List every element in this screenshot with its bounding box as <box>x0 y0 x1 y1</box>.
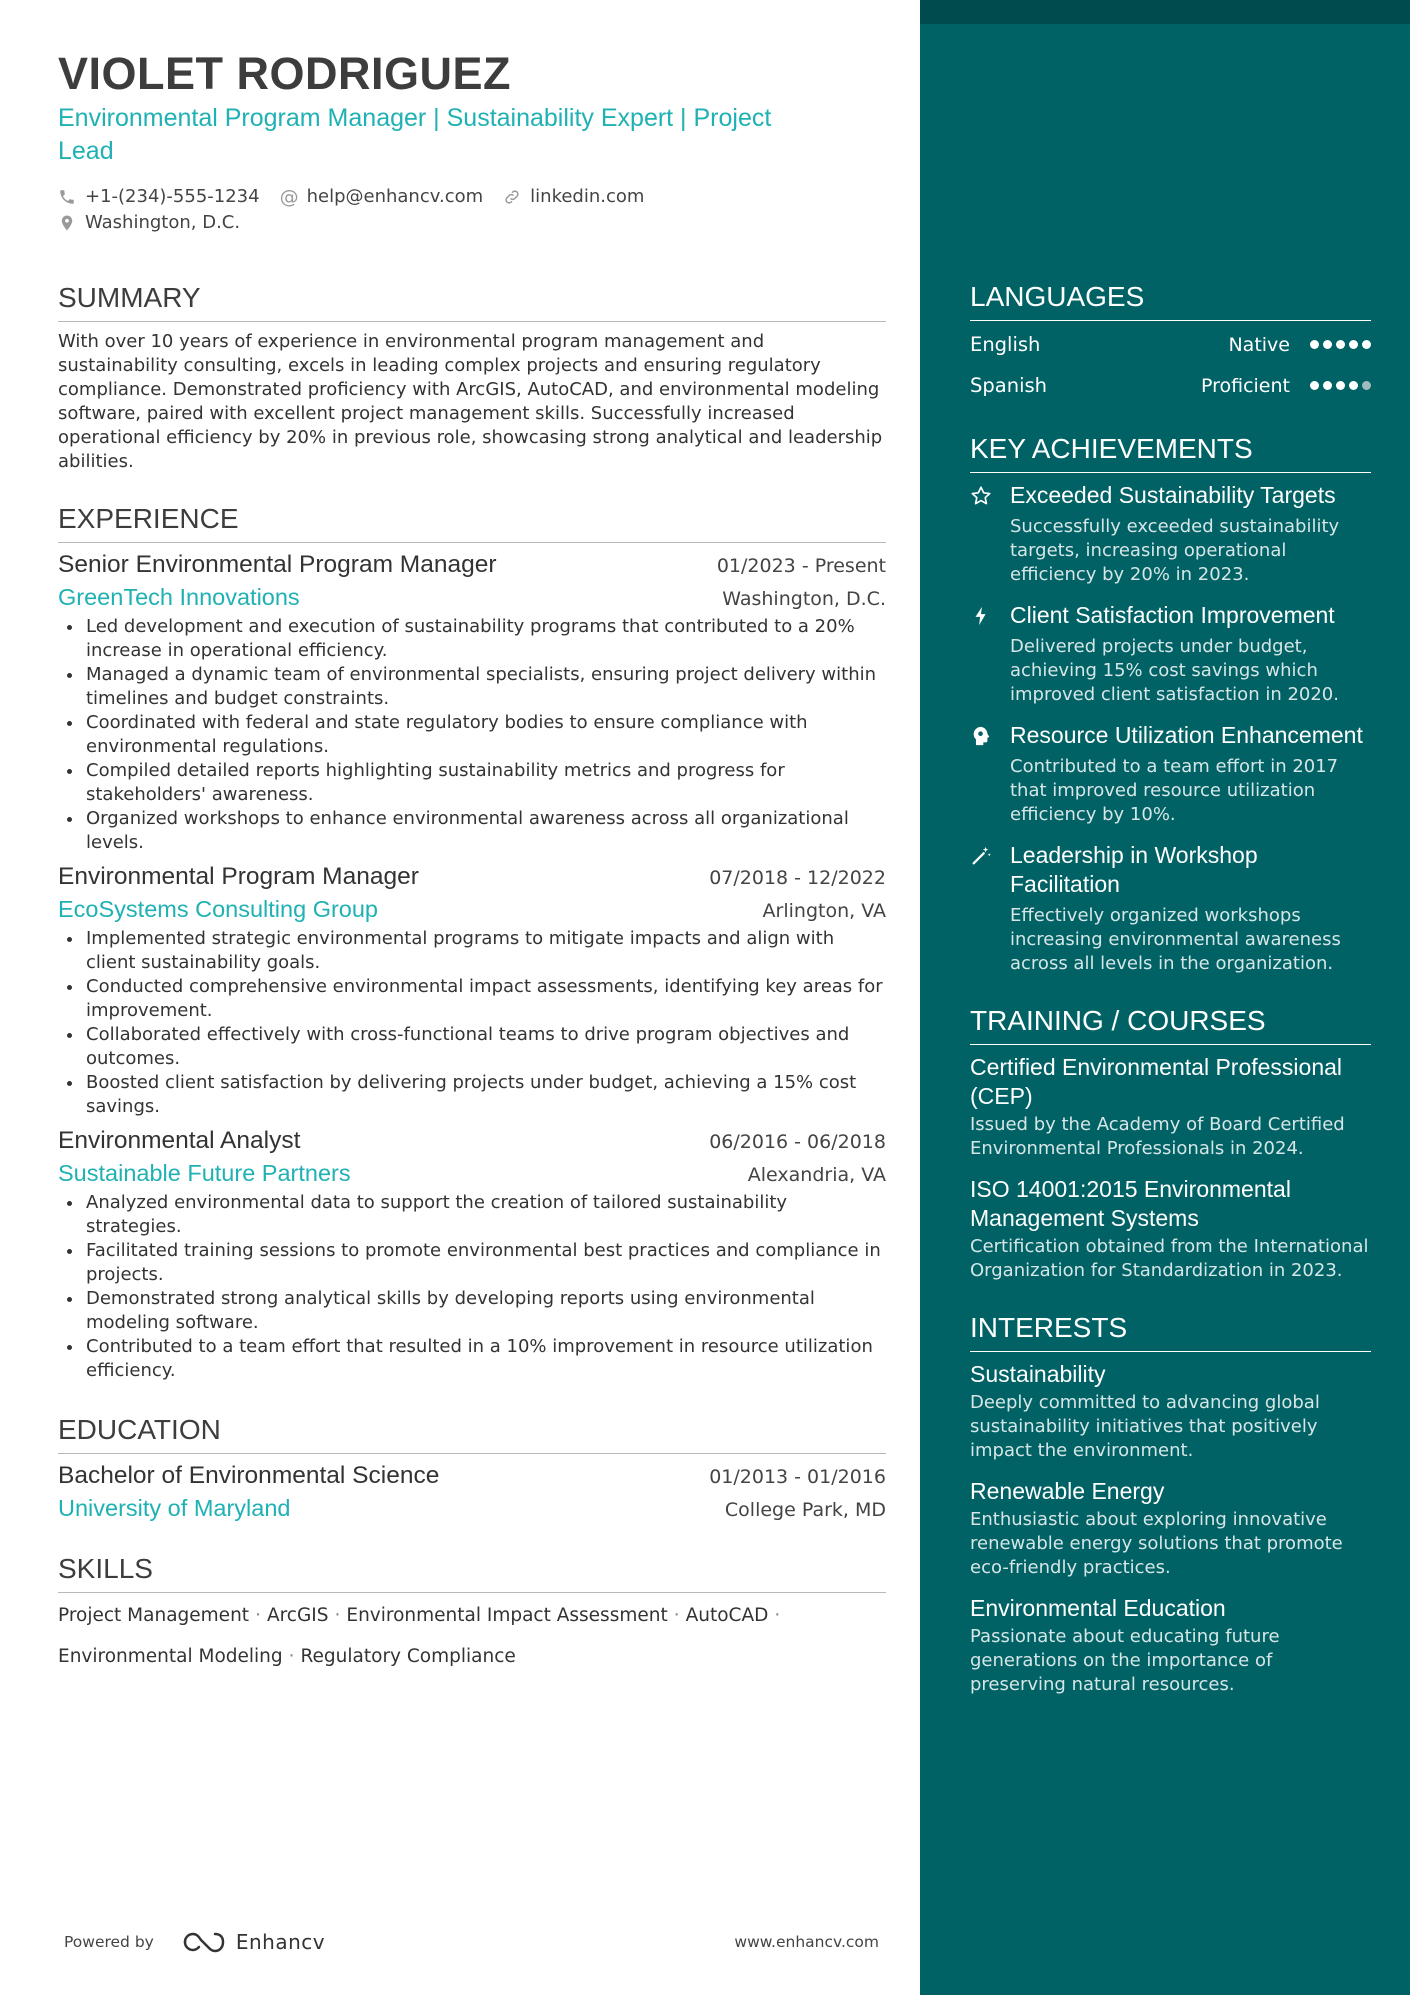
language-name: Spanish <box>970 374 1048 397</box>
training-title: Certified Environmental Professional (CEP) <box>970 1054 1343 1109</box>
job-bullets <box>58 1191 886 1383</box>
location-pin-icon <box>58 214 76 232</box>
bullet-item: Compiled detailed reports highlighting sustainability metrics and progress for stakeholders' awareness. <box>58 759 886 807</box>
experience-section <box>58 502 886 1383</box>
bullet-item: Demonstrated strong analytical skills by developing reports using environmental modeling software. <box>58 1287 886 1335</box>
phone-contact <box>58 184 260 210</box>
interest-desc: Enthusiastic about exploring innovative renewable energy solutions that promote eco-friendly practices. <box>970 1509 1343 1578</box>
achievement-title: Exceeded Sustainability Targets <box>1010 482 1336 508</box>
enhancv-logo-icon <box>182 1930 228 1954</box>
rating-dot <box>1362 340 1371 349</box>
rating-dot <box>1323 381 1332 390</box>
linkedin-text[interactable]: linkedin.com <box>530 186 645 207</box>
achievement-desc: Successfully exceeded sustainability targets, increasing operational efficiency by 20% in 2023. <box>1010 516 1340 585</box>
job-entry <box>58 1125 886 1383</box>
interest-item <box>970 1594 1371 1697</box>
language-item <box>970 365 1371 406</box>
job-dates: 07/2018 - 12/2022 <box>709 867 886 889</box>
sidebar <box>920 0 1410 1995</box>
skill-item: Project Management <box>58 1605 250 1626</box>
achievement-title: Client Satisfaction Improvement <box>1010 602 1335 628</box>
interest-desc: Passionate about educating future generations on the importance of preserving natural resources. <box>970 1626 1280 1695</box>
sidebar-content <box>970 0 1371 1697</box>
languages-heading: LANGUAGES <box>970 280 1371 321</box>
interest-title: Sustainability <box>970 1361 1106 1387</box>
languages-section <box>970 280 1371 406</box>
training-desc: Certification obtained from the International Organization for Standardization in 2023. <box>970 1236 1369 1281</box>
job-dates: 06/2016 - 06/2018 <box>709 1131 886 1153</box>
language-rating <box>1310 381 1371 390</box>
job-entry <box>58 549 886 855</box>
skills-heading: SKILLS <box>58 1552 886 1593</box>
bullet-item: Boosted client satisfaction by delivering projects under budget, achieving a 15% cost savings. <box>58 1071 886 1119</box>
experience-heading: EXPERIENCE <box>58 502 886 543</box>
summary-text: With over 10 years of experience in environmental program management and sustainability consulting, excels in leading complex projects and ensuring regulatory compliance. Demonstrated proficiency with ArcGIS, AutoCAD, and environmental modeling software, paired with excellent project management skills. Successfully increased operational efficiency by 20% in previous role, showcasing strong analytical and leadership abilities. <box>58 331 883 472</box>
achievement-desc: Delivered projects under budget, achieving 15% cost savings which improved client satisfaction in 2020. <box>1010 636 1339 705</box>
summary-section <box>58 281 886 474</box>
achievement-item <box>970 481 1371 587</box>
skill-item: Regulatory Compliance <box>300 1646 516 1667</box>
interest-title: Renewable Energy <box>970 1478 1165 1504</box>
job-title: Environmental Analyst <box>58 1127 301 1154</box>
bullet-item: Contributed to a team effort that resulted in a 10% improvement in resource utilization efficiency. <box>58 1335 886 1383</box>
skill-item: ArcGIS <box>266 1605 329 1626</box>
achievements-section <box>970 432 1371 976</box>
rating-dot <box>1349 381 1358 390</box>
training-item <box>970 1175 1371 1283</box>
training-title: ISO 14001:2015 Environmental Management Systems <box>970 1176 1291 1231</box>
achievement-item <box>970 721 1371 827</box>
email-contact[interactable] <box>280 184 484 210</box>
bullet-item: Facilitated training sessions to promote environmental best practices and compliance in projects. <box>58 1239 886 1287</box>
at-icon: @ <box>279 186 299 208</box>
rating-dot <box>1323 340 1332 349</box>
rating-dot <box>1336 381 1345 390</box>
education-heading: EDUCATION <box>58 1413 886 1454</box>
summary-heading: SUMMARY <box>58 281 886 322</box>
magic-wand-icon <box>970 845 992 867</box>
training-item <box>970 1053 1371 1161</box>
head-gear-icon <box>970 725 992 747</box>
contact-info <box>58 184 886 236</box>
achievement-item <box>970 841 1371 976</box>
phone-text: +1-(234)-555-1234 <box>85 186 260 207</box>
bullet-item: Coordinated with federal and state regulatory bodies to ensure compliance with environmental regulations. <box>58 711 886 759</box>
education-dates: 01/2013 - 01/2016 <box>709 1466 886 1488</box>
language-item <box>970 324 1371 365</box>
job-title: Environmental Program Manager <box>58 863 419 890</box>
company-name: Sustainable Future Partners <box>58 1160 351 1186</box>
language-name: English <box>970 333 1041 356</box>
skills-list: Project Management · ArcGIS · Environmental Impact Assessment · AutoCAD · Environmental Modeling · Regulatory Compliance <box>58 1605 781 1667</box>
footer-url[interactable]: www.enhancv.com <box>734 1933 879 1951</box>
interest-desc: Deeply committed to advancing global sustainability initiatives that positively impact the environment. <box>970 1392 1320 1461</box>
powered-by-text: Powered by <box>64 1933 154 1951</box>
language-level: Native <box>1228 333 1290 356</box>
job-bullets <box>58 927 886 1119</box>
candidate-name: VIOLET RODRIGUEZ <box>58 48 512 99</box>
company-name: GreenTech Innovations <box>58 584 300 610</box>
education-section <box>58 1413 886 1524</box>
achievement-item <box>970 601 1371 707</box>
training-heading: TRAINING / COURSES <box>970 1004 1371 1045</box>
school-location: College Park, MD <box>724 1499 886 1521</box>
location-contact <box>58 210 240 236</box>
achievement-desc: Effectively organized workshops increasing environmental awareness across all levels in the organization. <box>1010 905 1341 974</box>
job-location: Arlington, VA <box>762 900 886 922</box>
bullet-item: Led development and execution of sustainability programs that contributed to a 20% increase in operational efficiency. <box>58 615 886 663</box>
job-location: Washington, D.C. <box>722 588 886 610</box>
job-dates: 01/2023 - Present <box>716 555 886 577</box>
rating-dot <box>1310 381 1319 390</box>
training-desc: Issued by the Academy of Board Certified Environmental Professionals in 2024. <box>970 1114 1345 1159</box>
achievement-title: Resource Utilization Enhancement <box>1010 722 1363 748</box>
bolt-icon <box>970 605 992 627</box>
skill-item: Environmental Modeling <box>58 1646 283 1667</box>
skills-section <box>58 1552 886 1677</box>
linkedin-contact[interactable] <box>503 184 644 210</box>
achievement-title: Leadership in Workshop Facilitation <box>1010 842 1258 897</box>
rating-dot <box>1349 340 1358 349</box>
job-bullets <box>58 615 886 855</box>
rating-dot-empty <box>1362 381 1371 390</box>
interest-title: Environmental Education <box>970 1595 1226 1621</box>
language-level: Proficient <box>1200 374 1290 397</box>
job-entry <box>58 861 886 1119</box>
interest-item <box>970 1477 1371 1580</box>
bullet-item: Organized workshops to enhance environmental awareness across all organizational levels. <box>58 807 886 855</box>
star-icon <box>970 485 992 507</box>
footer <box>64 1930 879 1954</box>
interests-section <box>970 1311 1371 1697</box>
degree-title: Bachelor of Environmental Science <box>58 1462 440 1489</box>
skill-item: Environmental Impact Assessment <box>346 1605 668 1626</box>
bullet-item: Analyzed environmental data to support the creation of tailored sustainability strategies. <box>58 1191 886 1239</box>
rating-dot <box>1336 340 1345 349</box>
email-text[interactable]: help@enhancv.com <box>306 186 484 207</box>
phone-icon <box>58 188 76 206</box>
training-section <box>970 1004 1371 1283</box>
bullet-item: Implemented strategic environmental programs to mitigate impacts and align with client sustainability goals. <box>58 927 886 975</box>
bullet-item: Managed a dynamic team of environmental specialists, ensuring project delivery within timelines and budget constraints. <box>58 663 886 711</box>
interest-item <box>970 1360 1371 1463</box>
job-location: Alexandria, VA <box>747 1164 886 1186</box>
achievements-heading: KEY ACHIEVEMENTS <box>970 432 1371 473</box>
language-rating <box>1310 340 1371 349</box>
enhancv-brand: Enhancv <box>235 1930 326 1954</box>
location-text: Washington, D.C. <box>85 212 241 233</box>
interests-heading: INTERESTS <box>970 1311 1371 1352</box>
bullet-item: Collaborated effectively with cross-functional teams to drive program objectives and outcomes. <box>58 1023 886 1071</box>
job-title: Senior Environmental Program Manager <box>58 551 497 578</box>
skill-item: AutoCAD <box>685 1605 769 1626</box>
achievement-desc: Contributed to a team effort in 2017 that improved resource utilization efficiency by 10%. <box>1010 756 1339 825</box>
bullet-item: Conducted comprehensive environmental impact assessments, identifying key areas for improvement. <box>58 975 886 1023</box>
rating-dot <box>1310 340 1319 349</box>
school-name: University of Maryland <box>58 1495 291 1521</box>
candidate-title: Environmental Program Manager | Sustainability Expert | Project Lead <box>58 104 772 165</box>
link-icon <box>503 188 521 206</box>
company-name: EcoSystems Consulting Group <box>58 896 379 922</box>
